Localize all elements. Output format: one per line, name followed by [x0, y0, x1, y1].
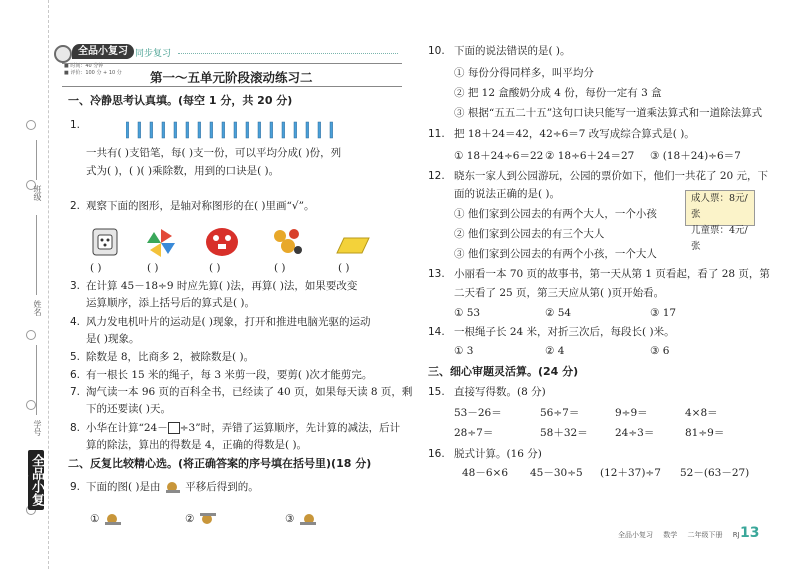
q4-line2: 是( )现象。: [86, 333, 140, 345]
pencil-icon: [246, 122, 249, 138]
q9-line1-part1: 下面的图( )是由: [86, 481, 161, 493]
class-label: 班级: [33, 185, 42, 201]
q4-line1: 风力发电机叶片的运动是( )现象，打开和推进电脑光驱的运动: [86, 316, 371, 328]
pencil-icon: [198, 122, 201, 138]
q2-blank-4[interactable]: ( ): [274, 262, 286, 274]
q2-number: 2.: [70, 200, 81, 212]
q14-option-2[interactable]: ② 4: [545, 345, 565, 357]
q15-item: 58＋32＝: [540, 427, 588, 439]
snail-icon: [298, 512, 318, 526]
snail-icon: [198, 512, 218, 526]
time-info: ■ 时间：40 分钟: [64, 63, 104, 69]
q12-line2: 面的说法正确的是( )。: [454, 188, 561, 200]
q13-line2: 二天看了 25 页，第三天应从第( )页开始看。: [454, 287, 665, 299]
binding-hole: [26, 330, 36, 340]
q15-item: 4×8＝: [685, 407, 718, 419]
q6-number: 6.: [70, 369, 81, 381]
child-price: 儿童票：4元/张: [691, 225, 748, 252]
q16-item: 45－30÷5: [530, 467, 583, 479]
q1-line1: 一共有( )支铅笔，每( )支一份，可以平均分成( )份，列: [86, 147, 342, 159]
pencil-icon: [306, 122, 309, 138]
q10-number: 10.: [428, 45, 445, 57]
margin-rule: [36, 345, 37, 415]
pencil-icon: [138, 122, 141, 138]
page-number: 13: [740, 525, 760, 541]
q11-line1: 把 18＋24＝42，42÷6＝7 改写成综合算式是( )。: [454, 128, 695, 140]
pencils-illustration: [126, 120, 356, 142]
q10-line1: 下面的说法错误的是( )。: [454, 45, 571, 57]
q8-line1: [86, 422, 400, 435]
q5-line1: 除数是 8，比商多 2，被除数是( )。: [86, 351, 255, 363]
margin-rule: [36, 215, 37, 295]
score-info: ■ 评价：100 分 + 10 分: [64, 70, 122, 76]
q15-item: 53－26＝: [454, 407, 502, 419]
q10-option-3[interactable]: ③ 根据“五五二十五”这句口诀只能写一道乘法算式和一道除法算式: [454, 107, 763, 119]
footer-subject: 数学: [663, 531, 678, 539]
pencil-icon: [186, 122, 189, 138]
snail-icon: [103, 512, 123, 526]
q13-option-1[interactable]: ① 53: [454, 307, 481, 319]
q11-option-2[interactable]: ② 18÷6＋24＝27: [545, 150, 635, 162]
adult-price: 成人票：8元/张: [691, 193, 748, 220]
q9-line1-part2: 平移后得到的。: [185, 481, 259, 493]
q7-line1: 淘气读一本 96 页的百科全书，已经读了 40 页，如果每天读 8 页，剩: [86, 386, 413, 398]
binding-hole: [26, 120, 36, 130]
margin-rule: [36, 140, 37, 180]
q14-option-1[interactable]: ① 3: [454, 345, 474, 357]
q16-item: (12＋37)÷7: [600, 467, 661, 479]
exam-info: [64, 63, 134, 77]
q2-line1: 观察下面的图形，是轴对称图形的在( )里画“√”。: [86, 200, 315, 212]
pencil-icon: [174, 122, 177, 138]
pencil-icon: [234, 122, 237, 138]
header-dotted-rule: [178, 53, 398, 54]
q10-option-1[interactable]: ① 每份分得同样多，叫平均分: [454, 67, 594, 79]
brand-badge-icon: [54, 45, 72, 63]
sync-review-tag: 同步复习: [135, 49, 172, 59]
unknown-box-icon: [168, 422, 180, 434]
pencil-icon: [210, 122, 213, 138]
pinwheel-figure: [146, 228, 176, 258]
parallelogram-figure: [336, 236, 370, 254]
floral-figure: [270, 226, 306, 258]
q1-number: 1.: [70, 119, 81, 131]
q2-blank-3[interactable]: ( ): [209, 262, 221, 274]
pencil-icon: [282, 122, 285, 138]
pencil-icon: [258, 122, 261, 138]
q13-option-2[interactable]: ② 54: [545, 307, 572, 319]
q9-option-3[interactable]: [285, 512, 318, 526]
q11-option-3[interactable]: ③ (18＋24)÷6＝7: [650, 150, 741, 162]
option-marker: ①: [90, 513, 100, 525]
q8-line2: 算的除法，算出的得数是 4，正确的得数是( )。: [86, 439, 308, 451]
q11-number: 11.: [428, 128, 445, 140]
q1-line2: 式为( )，( )( )乘除数，用到的口诀是( )。: [86, 165, 280, 177]
q16-number: 16.: [428, 448, 445, 460]
q9-number: 9.: [70, 481, 81, 493]
name-label: 姓名: [33, 300, 42, 316]
q3-line2: 运算顺序，添上括号后的算式是( )。: [86, 297, 256, 309]
q4-number: 4.: [70, 316, 81, 328]
q8-line1-part2: ÷3”时，弄错了运算顺序，先计算的减法，后计: [179, 422, 401, 434]
q15-item: 24÷3＝: [615, 427, 655, 439]
q12-option-3[interactable]: ③ 他们家到公园去的有两个小孩，一个大人: [454, 248, 657, 260]
q12-option-2[interactable]: ② 他们家到公园去的有三个大人: [454, 228, 605, 240]
q12-line1: 晓东一家人到公园游玩，公园的票价如下，他们一共花了 20 元，下: [454, 170, 769, 182]
pencil-icon: [294, 122, 297, 138]
section3-heading: 三、细心审题灵活算。(24 分): [428, 365, 579, 378]
q15-item: 9÷9＝: [615, 407, 648, 419]
q9-option-2[interactable]: [185, 512, 218, 526]
option-marker: ②: [185, 513, 195, 525]
q7-line2: 下的还要读( )天。: [86, 403, 172, 415]
paper-cut-figure: [204, 226, 240, 258]
q12-option-1[interactable]: ① 他们家到公园去的有两个大人，一个小孩: [454, 208, 657, 220]
pencil-icon: [270, 122, 273, 138]
margin-brand-logo: 全品小复习: [28, 450, 44, 510]
q9-line1: [86, 481, 259, 494]
q10-option-2[interactable]: ② 把 12 盒酸奶分成 4 份，每份一定有 3 盒: [454, 87, 662, 99]
q15-item: 81÷9＝: [685, 427, 725, 439]
ticket-price-box: [685, 190, 755, 252]
q8-line1-part1: 小华在计算“24－: [86, 422, 168, 434]
pencil-icon: [162, 122, 165, 138]
q3-line1: 在计算 45－18÷9 时应先算( )法，再算( )法，如果要改变: [86, 280, 358, 292]
snail-icon: [164, 481, 182, 493]
title-rule-bottom: [62, 86, 402, 87]
q13-line1: 小丽看一本 70 页的故事书，第一天从第 1 页看起，看了 28 页，第: [454, 268, 770, 280]
q14-option-3[interactable]: ③ 6: [650, 345, 670, 357]
q13-number: 13.: [428, 268, 445, 280]
footer-edition: RJ: [732, 531, 740, 539]
title-rule-top: [62, 63, 402, 64]
brand-logo: 全品小复习: [72, 44, 134, 59]
q5-number: 5.: [70, 351, 81, 363]
page-footer: [618, 530, 748, 540]
q14-number: 14.: [428, 326, 445, 338]
q2-blank-5[interactable]: ( ): [338, 262, 350, 274]
footer-grade: 二年级下册: [687, 531, 723, 539]
socket-figure: [92, 228, 118, 256]
q3-number: 3.: [70, 280, 81, 292]
binding-hole: [26, 400, 36, 410]
q6-line1: 有一根长 15 米的绳子，每 3 米剪一段，要剪( )次才能剪完。: [86, 369, 373, 381]
q16-line1: 脱式计算。(16 分): [454, 448, 542, 460]
q15-item: 56÷7＝: [540, 407, 580, 419]
pencil-icon: [150, 122, 153, 138]
q2-blank-2[interactable]: ( ): [147, 262, 159, 274]
option-marker: ③: [285, 513, 295, 525]
worksheet-title: 第一～五单元阶段滚动练习二: [150, 70, 313, 85]
q15-number: 15.: [428, 386, 445, 398]
q9-option-1[interactable]: [90, 512, 123, 526]
q15-item: 28÷7＝: [454, 427, 494, 439]
q2-blank-1[interactable]: ( ): [90, 262, 102, 274]
q14-line1: 一根绳子长 24 米，对折三次后，每段长( )米。: [454, 326, 675, 338]
pencil-icon: [318, 122, 321, 138]
q8-number: 8.: [70, 422, 81, 434]
pencil-icon: [126, 122, 129, 138]
q12-number: 12.: [428, 170, 445, 182]
section2-heading: 二、反复比较精心选。(将正确答案的序号填在括号里)(18 分): [68, 457, 372, 470]
pencil-icon: [330, 122, 333, 138]
section1-heading: 一、冷静思考认真填。(每空 1 分，共 20 分): [68, 94, 293, 107]
q11-option-1[interactable]: ① 18＋24÷6＝22: [454, 150, 544, 162]
q16-item: 52－(63－27): [680, 467, 750, 479]
id-label: 学号: [33, 420, 42, 436]
q13-option-3[interactable]: ③ 17: [650, 307, 677, 319]
footer-brand: 全品小复习: [618, 531, 653, 539]
q7-number: 7.: [70, 386, 81, 398]
q16-item: 48－6×6: [462, 467, 509, 479]
pencil-icon: [222, 122, 225, 138]
q15-line1: 直接写得数。(8 分): [454, 386, 546, 398]
